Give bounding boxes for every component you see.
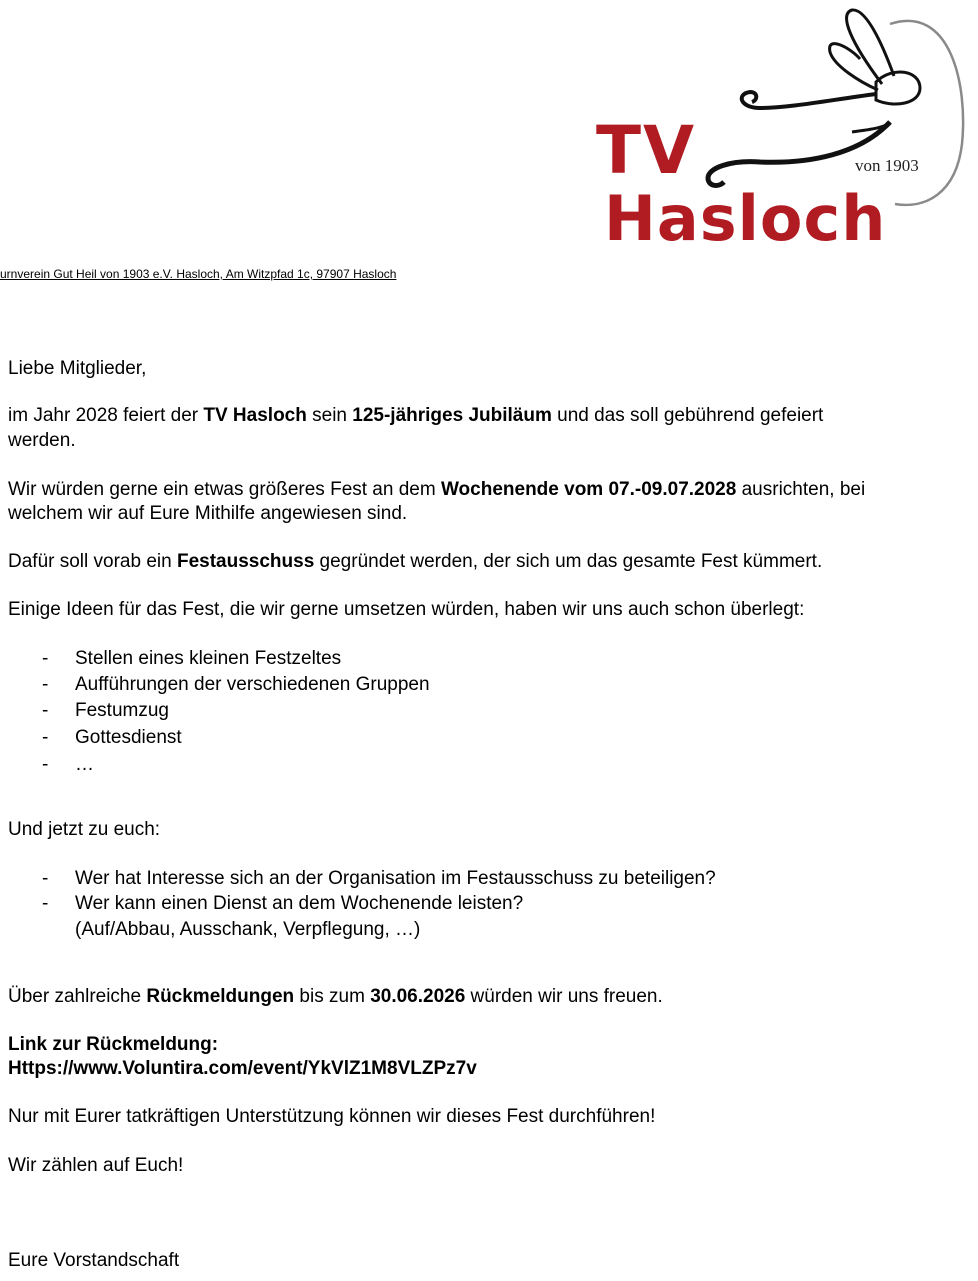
list-item <box>42 866 716 891</box>
fest-text-a: Wir würden gerne ein etwas größeres Fest an dem <box>8 479 441 500</box>
committee-text-c: gegründet werden, der sich um das gesamte Fest kümmert. <box>314 551 823 572</box>
feedback-keyword: Rückmeldungen <box>146 986 295 1007</box>
committee-name: Festausschuss <box>176 551 315 572</box>
intro-paragraph-line-1 <box>8 403 823 428</box>
intro-text-e: und das soll gebührend gefeiert <box>551 405 824 426</box>
logo-hare-body <box>742 92 876 108</box>
bullet-dash: - <box>42 868 49 889</box>
bullet-dash: - <box>42 674 49 695</box>
list-item <box>42 698 169 723</box>
feedback-text-c: bis zum <box>294 986 371 1007</box>
link-label: Link zur Rückmeldung: <box>8 1034 219 1055</box>
feedback-text-e: würden wir uns freuen. <box>465 986 663 1007</box>
signature: Eure Vorstandschaft <box>8 1250 180 1271</box>
feedback-text-a: Über zahlreiche <box>8 986 147 1007</box>
support-sentence: Nur mit Eurer tatkräftigen Unterstützung können wir dieses Fest durchführen! <box>8 1106 656 1127</box>
logo-hare-head <box>876 72 920 104</box>
bullet-dash: - <box>42 893 49 914</box>
intro-paragraph-line-2: werden. <box>8 430 76 451</box>
sender-address-line: urnverein Gut Heil von 1903 e.V. Hasloch, Am Witzpfad 1c, 97907 Hasloch <box>0 267 397 281</box>
logo-swoosh-ring <box>890 21 963 205</box>
question-detail: (Auf/Abbau, Ausschank, Verpflegung, …) <box>75 919 421 940</box>
bullet-dash: - <box>42 727 49 748</box>
idea-item: … <box>75 754 94 775</box>
fest-paragraph-line-1 <box>8 477 865 502</box>
intro-anniversary: 125-jähriges Jubiläum <box>352 405 552 426</box>
committee-paragraph <box>8 549 822 574</box>
feedback-link[interactable]: Https://www.Voluntira.com/event/YkVlZ1M8VLZPz7v <box>8 1058 477 1079</box>
idea-item: Gottesdienst <box>75 727 182 748</box>
bullet-dash: - <box>42 700 49 721</box>
intro-text-a: im Jahr 2028 feiert der <box>8 405 204 426</box>
logo-text-since: von 1903 <box>855 156 919 175</box>
intro-club-name: TV Hasloch <box>203 405 307 426</box>
question-item: Wer hat Interesse sich an der Organisation im Festausschuss zu beteiligen? <box>75 868 716 889</box>
bullet-dash: - <box>42 754 49 775</box>
committee-text-a: Dafür soll vorab ein <box>8 551 177 572</box>
bullet-dash: - <box>42 648 49 669</box>
list-item <box>42 891 523 916</box>
logo-text-hasloch: Hasloch <box>604 182 887 255</box>
idea-item: Stellen eines kleinen Festzeltes <box>75 648 342 669</box>
list-item <box>42 725 182 750</box>
idea-item: Festumzug <box>75 700 169 721</box>
feedback-deadline: 30.06.2026 <box>370 986 466 1007</box>
feedback-paragraph <box>8 984 663 1009</box>
fest-paragraph-line-2: welchem wir auf Eure Mithilfe angewiesen sind. <box>8 503 408 524</box>
greeting: Liebe Mitglieder, <box>8 358 147 379</box>
to-you-heading: Und jetzt zu euch: <box>8 819 161 840</box>
logo-hare-ear-1 <box>847 10 894 84</box>
count-on-sentence: Wir zählen auf Euch! <box>8 1155 184 1176</box>
intro-text-c: sein <box>306 405 353 426</box>
list-item <box>42 752 94 777</box>
fest-weekend: Wochenende vom 07.-09.07.2028 <box>440 479 737 500</box>
list-item <box>42 646 341 671</box>
logo-text-tv: TV <box>596 112 697 189</box>
list-item <box>42 672 430 697</box>
ideas-intro: Einige Ideen für das Fest, die wir gerne umsetzen würden, haben wir uns auch schon überlegt: <box>8 599 805 620</box>
question-item: Wer kann einen Dienst an dem Wochenende leisten? <box>75 893 524 914</box>
fest-text-c: ausrichten, bei <box>736 479 866 500</box>
idea-item: Aufführungen der verschiedenen Gruppen <box>75 674 430 695</box>
